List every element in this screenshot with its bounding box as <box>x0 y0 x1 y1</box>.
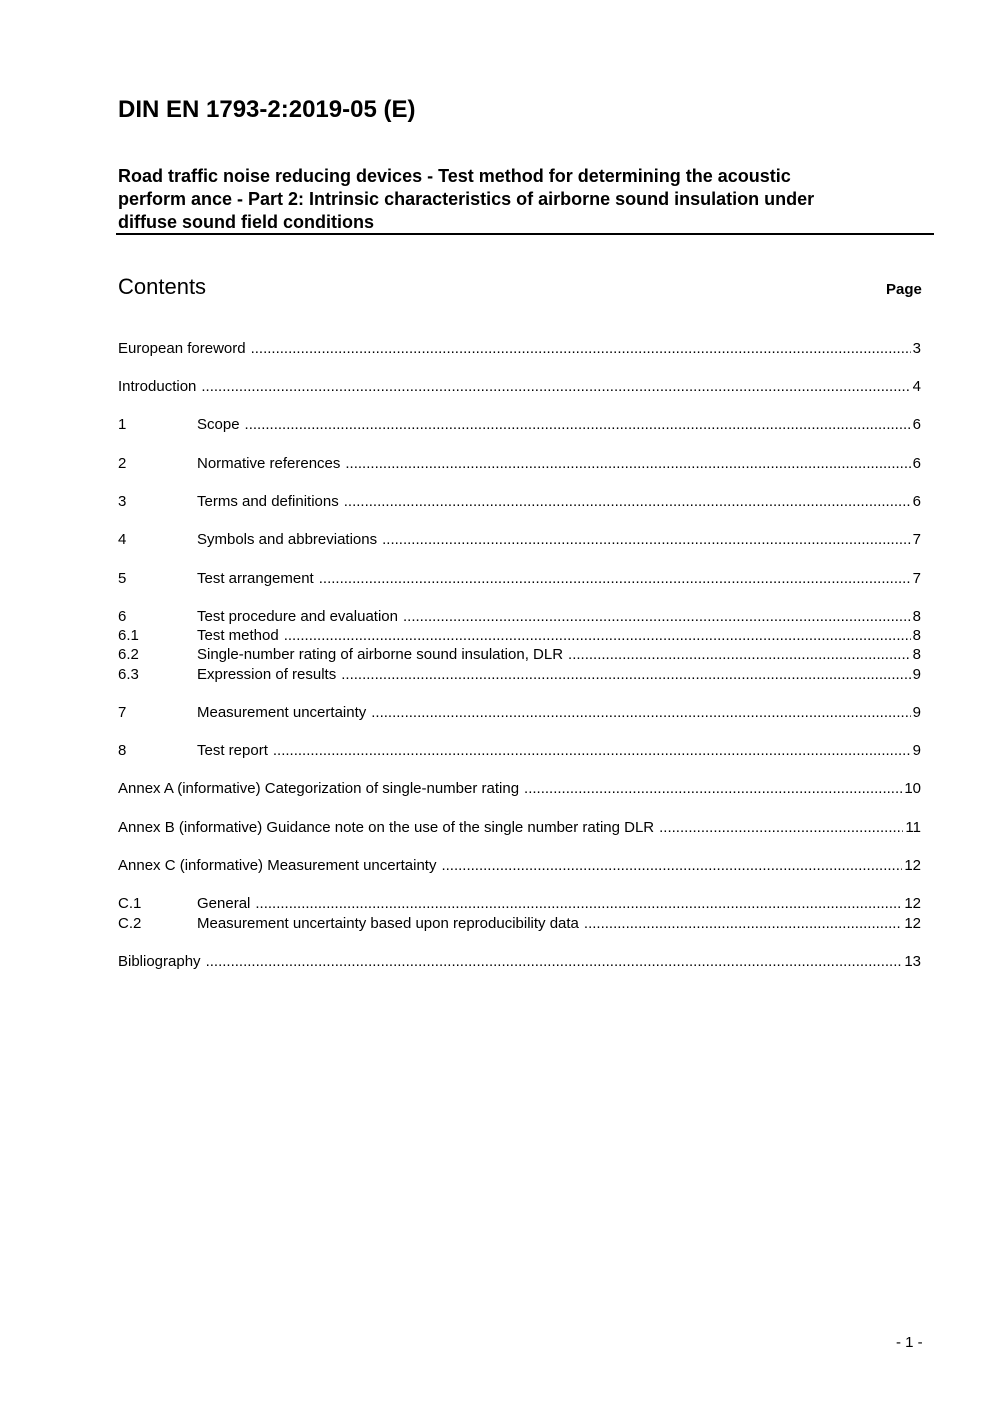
document-title-line: Road traffic noise reducing devices - Test method for determining the acoustic <box>118 166 791 186</box>
toc-leader-dots <box>245 415 911 434</box>
toc-entry[interactable] <box>118 779 921 798</box>
toc-leader-dots <box>568 645 911 664</box>
toc-leader-dots <box>524 779 902 798</box>
toc-entry-title: Introduction <box>118 378 197 395</box>
toc-entry-page: 8 <box>912 627 921 644</box>
toc-entry-number: 1 <box>118 416 127 433</box>
toc-entry-title: Annex A (informative) Categorization of single-number rating <box>118 780 520 797</box>
toc-leader-dots <box>255 894 902 913</box>
toc-entry-title: Symbols and abbreviations <box>197 531 378 548</box>
document-title <box>118 165 918 234</box>
toc-leader-dots <box>344 492 911 511</box>
toc-leader-dots <box>382 530 911 549</box>
toc-leader-dots <box>659 818 903 837</box>
toc-entry-page: 6 <box>912 493 921 510</box>
toc-leader-dots <box>201 377 910 396</box>
toc-entry-page: 7 <box>912 531 921 548</box>
toc-leader-dots <box>273 741 911 760</box>
toc-leader-dots <box>371 703 910 722</box>
toc-entry-page: 9 <box>912 666 921 683</box>
page-number: - 1 - <box>896 1334 923 1351</box>
toc-entry-title: Test method <box>197 627 279 644</box>
title-divider <box>116 233 934 235</box>
toc-entry[interactable] <box>118 492 921 511</box>
toc-entry[interactable] <box>118 856 921 875</box>
toc-entry-page: 10 <box>904 780 921 797</box>
toc-entry-title: Bibliography <box>118 953 201 970</box>
toc-entry-title: Scope <box>197 416 240 433</box>
toc-entry-title: Measurement uncertainty <box>197 704 367 721</box>
toc-entry[interactable] <box>118 607 921 626</box>
toc-entry-page: 8 <box>912 608 921 625</box>
toc-entry-page: 6 <box>912 455 921 472</box>
document-id: DIN EN 1793-2:2019-05 (E) <box>118 96 416 123</box>
toc-entry-title: Expression of results <box>197 666 337 683</box>
toc-entry-number: 2 <box>118 455 127 472</box>
toc-entry-number: 5 <box>118 570 127 587</box>
toc-entry[interactable] <box>118 339 921 358</box>
toc-entry-page: 12 <box>904 857 921 874</box>
toc-entry-page: 11 <box>905 819 921 836</box>
toc-entry-number: C.2 <box>118 915 142 932</box>
toc-leader-dots <box>284 626 911 645</box>
toc-leader-dots <box>403 607 911 626</box>
toc-entry[interactable] <box>118 569 921 588</box>
toc-entry-title: Test arrangement <box>197 570 314 587</box>
toc-entry[interactable] <box>118 626 921 645</box>
toc-entry-title: Measurement uncertainty based upon reproducibility data <box>197 915 579 932</box>
toc-entry-page: 12 <box>904 895 921 912</box>
toc-entry-page: 7 <box>912 570 921 587</box>
toc-entry[interactable] <box>118 894 921 913</box>
toc-entry-page: 3 <box>912 340 921 357</box>
toc-leader-dots <box>441 856 902 875</box>
toc-entry-title: Single-number rating of airborne sound insulation, DLR <box>197 646 564 663</box>
toc-entry-page: 6 <box>912 416 921 433</box>
toc-entry[interactable] <box>118 377 921 396</box>
toc-entry-number: 6.1 <box>118 627 139 644</box>
toc-entry-number: 3 <box>118 493 127 510</box>
toc-entry-title: Terms and definitions <box>197 493 339 510</box>
contents-heading: Contents <box>118 274 207 299</box>
toc-entry-number: 4 <box>118 531 127 548</box>
toc-entry-title: European foreword <box>118 340 246 357</box>
toc-entry[interactable] <box>118 952 921 971</box>
toc-entry-number: 8 <box>118 742 127 759</box>
toc-entry[interactable] <box>118 665 921 684</box>
toc-entry-page: 13 <box>904 953 921 970</box>
toc-entry-page: 9 <box>912 742 921 759</box>
toc-entry-page: 9 <box>912 704 921 721</box>
toc-entry-title: General <box>197 895 251 912</box>
toc-entry[interactable] <box>118 645 921 664</box>
toc-entry-number: 6 <box>118 608 127 625</box>
toc-entry[interactable] <box>118 530 921 549</box>
document-title-line: perform ance - Part 2: Intrinsic characteristics of airborne sound insulation under <box>118 189 815 209</box>
toc-entry-number: 6.3 <box>118 666 139 683</box>
document-title-line: diffuse sound field conditions <box>118 212 374 232</box>
toc-entry-number: 7 <box>118 704 127 721</box>
toc-leader-dots <box>345 454 910 473</box>
toc-entry[interactable] <box>118 818 921 837</box>
toc-leader-dots <box>251 339 911 358</box>
toc-entry-title: Test procedure and evaluation <box>197 608 398 625</box>
toc-leader-dots <box>341 665 910 684</box>
toc-entry[interactable] <box>118 454 921 473</box>
toc-entry-number: C.1 <box>118 895 142 912</box>
toc-entry-title: Annex B (informative) Guidance note on the use of the single number rating DLR <box>118 819 655 836</box>
toc-entry-page: 4 <box>912 378 921 395</box>
toc-entry-number: 6.2 <box>118 646 139 663</box>
toc-entry[interactable] <box>118 914 921 933</box>
toc-entry-title: Normative references <box>197 455 341 472</box>
toc-entry-title: Test report <box>197 742 268 759</box>
toc-entry[interactable] <box>118 415 921 434</box>
toc-leader-dots <box>319 569 911 588</box>
toc-leader-dots <box>584 914 902 933</box>
toc-entry-title: Annex C (informative) Measurement uncertainty <box>118 857 437 874</box>
toc-entry[interactable] <box>118 703 921 722</box>
page-column-heading: Page <box>886 281 922 298</box>
toc-entry-page: 12 <box>904 915 921 932</box>
toc-leader-dots <box>206 952 903 971</box>
toc-entry[interactable] <box>118 741 921 760</box>
toc-entry-page: 8 <box>912 646 921 663</box>
